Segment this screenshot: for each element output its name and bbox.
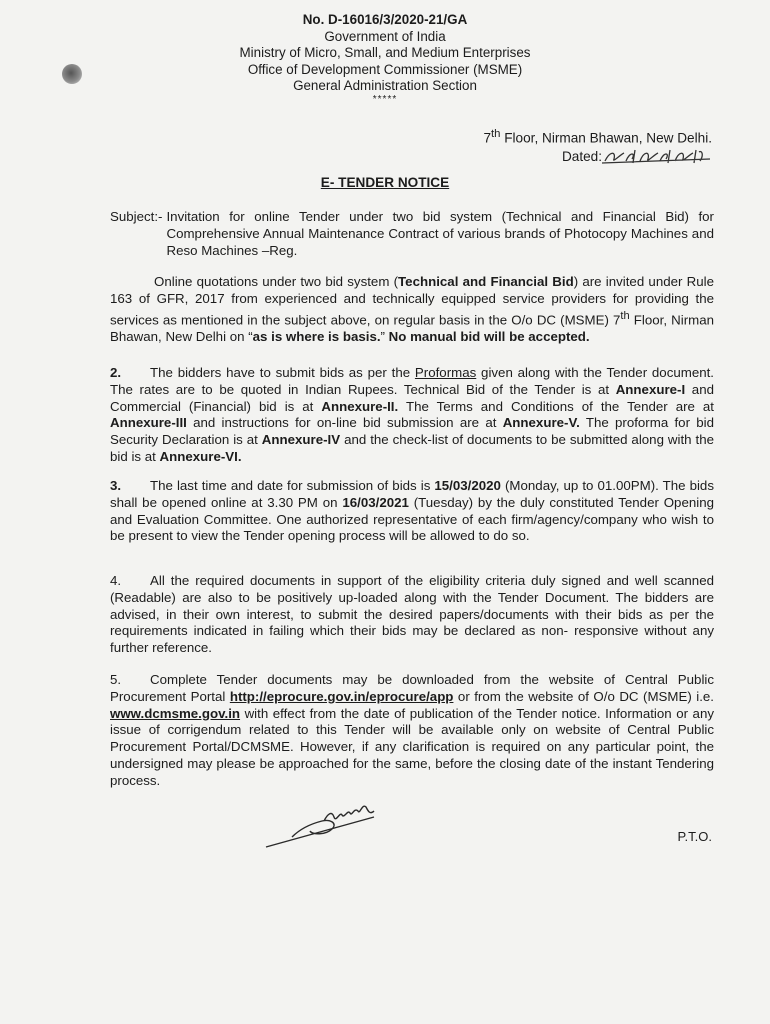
- notice-title: E- TENDER NOTICE: [320, 175, 450, 190]
- subject-text: Invitation for online Tender under two bid system (Technical and Financial Bid) for Comprehensive Annual Maintenance Contract of various brands of Photocopy Machines and Reso Machines –Reg.: [166, 209, 714, 258]
- para-number: 5.: [110, 672, 122, 687]
- subject-block: [110, 209, 714, 259]
- paragraph-4: 4. All the required documents in support of the eligibility criteria duly signed and well scanned (Readable) are also to be positively up-loaded along with the Tender Document. The bidders are advised, in their own interest, to submit the desired papers/documents with their bids as per the requirements indicated in failing which their bids may be declared as non- responsive without any further reference.: [110, 573, 714, 656]
- dated-label: Dated:: [561, 148, 602, 164]
- paragraph-3: 3. The last time and date for submission of bids is 15/03/2020 (Monday, up to 01.00PM). The bids shall be opened online at 3.30 PM on 16/03/2021 (Tuesday) by the duly constituted Tender Opening and Evaluation Committee. One authorized representative of each firm/agency/company who wish to be present to view the Tender opening process will be allowed to do so.: [110, 478, 714, 544]
- handwritten-date: [602, 147, 712, 165]
- para-number: 4.: [110, 573, 122, 588]
- pto-label: P.T.O.: [677, 829, 712, 844]
- letterhead: [0, 12, 770, 105]
- office-address: [483, 126, 712, 165]
- office-line: Office of Development Commissioner (MSME): [247, 61, 523, 77]
- address-text: Floor, Nirman Bhawan, New Delhi.: [500, 130, 712, 146]
- cppp-link[interactable]: http://eprocure.gov.in/eprocure/app: [229, 688, 454, 704]
- dcmsme-link[interactable]: www.dcmsme.gov.in: [110, 705, 241, 721]
- paragraph-1: Online quotations under two bid system (Technical and Financial Bid) are invited under Rule 163 of GFR, 2017 from experienced and technically equipped service providers for providing the services as mentioned in the subject above, on regular basis in the O/o DC (MSME) 7th Floor, Nirman Bhawan, New Delhi on “as is where is basis.” No manual bid will be accepted.: [110, 274, 714, 344]
- para-number: 2.: [110, 365, 122, 380]
- stars-divider: *****: [372, 93, 398, 105]
- floor-superscript: th: [491, 128, 501, 140]
- paragraph-5: 5. Complete Tender documents may be downloaded from the website of Central Public Procurement Portal http://eprocure.gov.in/eprocure/app or from the website of O/o DC (MSME) i.e. www.dcmsme.gov.in with effect from the date of publication of the Tender notice. Information or any issue of corrigendum related to this Tender will be available only on website of Central Public Procurement Portal/DCMSME. However, if any clarification is required on any particular point, the undersigned may please be approached for the same, before the closing date of the instant Tendering process.: [110, 672, 714, 788]
- ministry-line: Ministry of Micro, Small, and Medium Enterprises: [239, 45, 531, 61]
- address-line: [483, 126, 712, 147]
- para-number: 3.: [110, 478, 122, 493]
- file-number: No. D-16016/3/2020-21/GA: [302, 12, 468, 27]
- floor-number: 7: [483, 130, 491, 146]
- dated-line: [483, 147, 712, 165]
- govt-line: Government of India: [324, 28, 446, 44]
- section-line: General Administration Section: [293, 78, 477, 94]
- signature: [262, 797, 392, 857]
- paragraph-2: 2. The bidders have to submit bids as per the Proformas given along with the Tender document. The rates are to be quoted in Indian Rupees. Technical Bid of the Tender is at Annexure-I and Commercial (Financial) bid is at Annexure-II. The Terms and Conditions of the Tender are at Annexure-III and instructions for on-line bid submission are at Annexure-V. The proforma for bid Security Declaration is at Annexure-IV and the check-list of documents to be submitted along with the bid is at Annexure-VI.: [110, 365, 715, 464]
- subject-label: Subject:-: [110, 209, 163, 224]
